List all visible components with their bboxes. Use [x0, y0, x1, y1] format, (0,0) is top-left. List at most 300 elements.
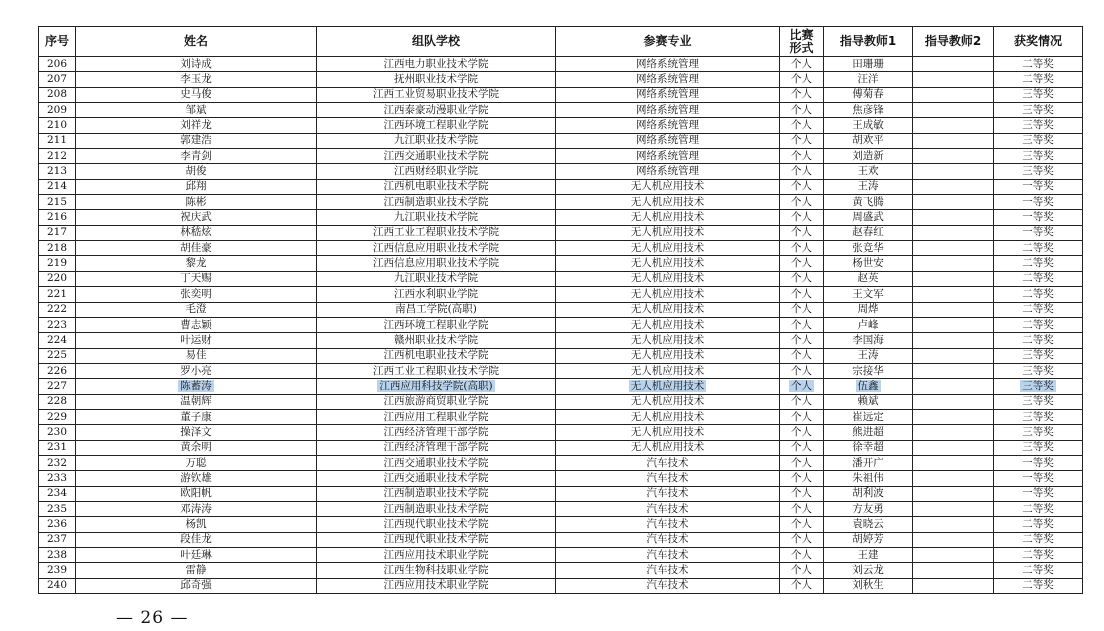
cell-major[interactable]: 无人机应用技术	[556, 425, 780, 440]
cell-form[interactable]: 个人	[780, 425, 824, 440]
cell-major[interactable]: 无人机应用技术	[556, 302, 780, 317]
cell-award[interactable]: 一等奖	[994, 471, 1083, 486]
cell-teacher-2[interactable]	[913, 118, 994, 133]
cell-index[interactable]: 215	[39, 195, 76, 210]
cell-teacher-1[interactable]: 王涛	[824, 179, 913, 194]
cell-name[interactable]: 杨凯	[76, 517, 317, 532]
cell-index[interactable]: 229	[39, 409, 76, 424]
cell-form[interactable]: 个人	[780, 179, 824, 194]
cell-teacher-1[interactable]: 朱祖伟	[824, 471, 913, 486]
cell-name[interactable]: 欧阳帆	[76, 486, 317, 501]
cell-school[interactable]: 南昌工学院(高职)	[317, 302, 556, 317]
cell-teacher-2[interactable]	[913, 241, 994, 256]
cell-teacher-2[interactable]	[913, 87, 994, 102]
cell-form[interactable]: 个人	[780, 486, 824, 501]
cell-index[interactable]: 218	[39, 241, 76, 256]
cell-teacher-1[interactable]: 杨世安	[824, 256, 913, 271]
table-row[interactable]	[39, 72, 1083, 87]
cell-major[interactable]: 网络系统管理	[556, 118, 780, 133]
cell-name[interactable]: 祝庆武	[76, 210, 317, 225]
cell-award[interactable]: 一等奖	[994, 455, 1083, 470]
cell-index[interactable]: 227	[39, 379, 76, 394]
cell-form[interactable]: 个人	[780, 241, 824, 256]
cell-teacher-1[interactable]: 赵春红	[824, 225, 913, 240]
cell-teacher-2[interactable]	[913, 578, 994, 593]
cell-school[interactable]: 江西交通职业技术学院	[317, 471, 556, 486]
cell-teacher-2[interactable]	[913, 501, 994, 516]
cell-major[interactable]: 无人机应用技术	[556, 287, 780, 302]
cell-form[interactable]: 个人	[780, 455, 824, 470]
cell-award[interactable]: 三等奖	[994, 363, 1083, 378]
cell-name[interactable]: 胡佳豪	[76, 241, 317, 256]
cell-teacher-2[interactable]	[913, 548, 994, 563]
cell-form[interactable]: 个人	[780, 333, 824, 348]
cell-name[interactable]: 温朝辉	[76, 394, 317, 409]
table-row[interactable]	[39, 164, 1083, 179]
cell-teacher-2[interactable]	[913, 517, 994, 532]
cell-school[interactable]: 江西应用技术职业学院	[317, 578, 556, 593]
cell-form[interactable]: 个人	[780, 548, 824, 563]
cell-school[interactable]: 江西生物科技职业学院	[317, 563, 556, 578]
cell-index[interactable]: 232	[39, 455, 76, 470]
cell-school[interactable]: 江西制造职业技术学院	[317, 486, 556, 501]
table-row[interactable]	[39, 210, 1083, 225]
cell-name[interactable]: 罗小亮	[76, 363, 317, 378]
cell-major[interactable]: 汽车技术	[556, 455, 780, 470]
cell-name[interactable]: 叶廷琳	[76, 548, 317, 563]
cell-major[interactable]: 汽车技术	[556, 563, 780, 578]
cell-name[interactable]	[76, 379, 317, 394]
cell-major[interactable]: 网络系统管理	[556, 164, 780, 179]
cell-major[interactable]: 无人机应用技术	[556, 256, 780, 271]
cell-teacher-1[interactable]: 刘秋生	[824, 578, 913, 593]
cell-teacher-1[interactable]: 黄飞腾	[824, 195, 913, 210]
cell-teacher-2[interactable]	[913, 179, 994, 194]
table-row[interactable]	[39, 440, 1083, 455]
cell-award[interactable]: 三等奖	[994, 164, 1083, 179]
table-row[interactable]	[39, 394, 1083, 409]
table-row[interactable]	[39, 409, 1083, 424]
table-row[interactable]	[39, 225, 1083, 240]
cell-name[interactable]: 黎龙	[76, 256, 317, 271]
cell-teacher-2[interactable]	[913, 149, 994, 164]
cell-form[interactable]: 个人	[780, 133, 824, 148]
cell-form[interactable]: 个人	[780, 149, 824, 164]
cell-school[interactable]: 江西旅游商贸职业学院	[317, 394, 556, 409]
cell-form[interactable]: 个人	[780, 271, 824, 286]
cell-form[interactable]: 个人	[780, 532, 824, 547]
cell-teacher-2[interactable]	[913, 133, 994, 148]
cell-award[interactable]: 二等奖	[994, 72, 1083, 87]
cell-teacher-2[interactable]	[913, 379, 994, 394]
cell-index[interactable]: 240	[39, 578, 76, 593]
cell-name[interactable]: 叶运财	[76, 333, 317, 348]
cell-name[interactable]: 黄余明	[76, 440, 317, 455]
cell-school[interactable]: 江西环境工程职业学院	[317, 118, 556, 133]
cell-teacher-1[interactable]: 赵英	[824, 271, 913, 286]
cell-award[interactable]: 三等奖	[994, 87, 1083, 102]
cell-major[interactable]	[556, 379, 780, 394]
cell-school[interactable]: 九江职业技术学院	[317, 210, 556, 225]
cell-major[interactable]: 无人机应用技术	[556, 179, 780, 194]
cell-award[interactable]: 三等奖	[994, 118, 1083, 133]
cell-teacher-2[interactable]	[913, 394, 994, 409]
cell-name[interactable]: 邓涛涛	[76, 501, 317, 516]
cell-major[interactable]: 汽车技术	[556, 578, 780, 593]
cell-form[interactable]: 个人	[780, 87, 824, 102]
cell-name[interactable]: 万聪	[76, 455, 317, 470]
cell-teacher-2[interactable]	[913, 363, 994, 378]
cell-school[interactable]: 九江职业技术学院	[317, 271, 556, 286]
cell-form[interactable]	[780, 379, 824, 394]
cell-index[interactable]: 223	[39, 317, 76, 332]
table-row[interactable]	[39, 241, 1083, 256]
cell-teacher-1[interactable]: 王文军	[824, 287, 913, 302]
cell-major[interactable]: 无人机应用技术	[556, 210, 780, 225]
cell-form[interactable]: 个人	[780, 302, 824, 317]
cell-school[interactable]	[317, 379, 556, 394]
cell-teacher-1[interactable]: 王建	[824, 548, 913, 563]
table-row[interactable]	[39, 149, 1083, 164]
cell-teacher-1[interactable]: 田珊珊	[824, 57, 913, 72]
cell-teacher-2[interactable]	[913, 333, 994, 348]
cell-teacher-1[interactable]: 傅菊春	[824, 87, 913, 102]
cell-school[interactable]: 江西水利职业学院	[317, 287, 556, 302]
cell-award[interactable]: 一等奖	[994, 225, 1083, 240]
cell-index[interactable]: 238	[39, 548, 76, 563]
cell-index[interactable]: 224	[39, 333, 76, 348]
cell-teacher-1[interactable]: 刘造新	[824, 149, 913, 164]
cell-school[interactable]: 赣州职业技术学院	[317, 333, 556, 348]
cell-form[interactable]: 个人	[780, 501, 824, 516]
cell-teacher-1[interactable]: 胡利波	[824, 486, 913, 501]
cell-school[interactable]: 江西电力职业技术学院	[317, 57, 556, 72]
cell-award[interactable]: 一等奖	[994, 179, 1083, 194]
cell-form[interactable]: 个人	[780, 287, 824, 302]
cell-teacher-2[interactable]	[913, 409, 994, 424]
table-row[interactable]	[39, 103, 1083, 118]
cell-award[interactable]: 三等奖	[994, 425, 1083, 440]
cell-index[interactable]: 216	[39, 210, 76, 225]
cell-school[interactable]: 江西工业工程职业技术学院	[317, 363, 556, 378]
cell-index[interactable]: 219	[39, 256, 76, 271]
table-row[interactable]	[39, 532, 1083, 547]
cell-name[interactable]: 张奕明	[76, 287, 317, 302]
cell-school[interactable]: 江西制造职业技术学院	[317, 501, 556, 516]
cell-school[interactable]: 江西现代职业技术学院	[317, 517, 556, 532]
cell-teacher-2[interactable]	[913, 348, 994, 363]
cell-name[interactable]: 易佳	[76, 348, 317, 363]
cell-index[interactable]: 228	[39, 394, 76, 409]
cell-school[interactable]: 江西经济管理干部学院	[317, 440, 556, 455]
cell-index[interactable]: 213	[39, 164, 76, 179]
cell-form[interactable]: 个人	[780, 563, 824, 578]
table-row[interactable]	[39, 563, 1083, 578]
cell-name[interactable]: 李玉龙	[76, 72, 317, 87]
cell-teacher-2[interactable]	[913, 317, 994, 332]
cell-major[interactable]: 网络系统管理	[556, 133, 780, 148]
cell-index[interactable]: 222	[39, 302, 76, 317]
cell-award[interactable]: 三等奖	[994, 149, 1083, 164]
cell-award[interactable]: 二等奖	[994, 563, 1083, 578]
cell-award[interactable]: 二等奖	[994, 271, 1083, 286]
cell-teacher-1[interactable]: 王欢	[824, 164, 913, 179]
cell-teacher-2[interactable]	[913, 57, 994, 72]
cell-teacher-1[interactable]: 崔远定	[824, 409, 913, 424]
cell-school[interactable]: 江西制造职业技术学院	[317, 195, 556, 210]
table-row[interactable]	[39, 486, 1083, 501]
cell-name[interactable]: 邱奇强	[76, 578, 317, 593]
cell-index[interactable]: 210	[39, 118, 76, 133]
cell-index[interactable]: 239	[39, 563, 76, 578]
cell-school[interactable]: 九江职业技术学院	[317, 133, 556, 148]
cell-school[interactable]: 江西机电职业技术学院	[317, 179, 556, 194]
cell-school[interactable]: 江西机电职业技术学院	[317, 348, 556, 363]
table-row[interactable]	[39, 57, 1083, 72]
cell-name[interactable]: 郭建浩	[76, 133, 317, 148]
cell-major[interactable]: 无人机应用技术	[556, 394, 780, 409]
cell-index[interactable]: 217	[39, 225, 76, 240]
cell-index[interactable]: 220	[39, 271, 76, 286]
cell-teacher-1[interactable]: 焦彦锋	[824, 103, 913, 118]
cell-index[interactable]: 230	[39, 425, 76, 440]
cell-index[interactable]: 209	[39, 103, 76, 118]
cell-award[interactable]: 二等奖	[994, 532, 1083, 547]
cell-major[interactable]: 无人机应用技术	[556, 317, 780, 332]
cell-teacher-2[interactable]	[913, 225, 994, 240]
cell-form[interactable]: 个人	[780, 394, 824, 409]
cell-form[interactable]: 个人	[780, 348, 824, 363]
cell-name[interactable]: 胡俊	[76, 164, 317, 179]
cell-teacher-2[interactable]	[913, 210, 994, 225]
cell-major[interactable]: 汽车技术	[556, 471, 780, 486]
cell-teacher-1[interactable]: 张竞华	[824, 241, 913, 256]
cell-school[interactable]: 江西应用技术职业学院	[317, 548, 556, 563]
cell-teacher-2[interactable]	[913, 72, 994, 87]
cell-award[interactable]: 三等奖	[994, 394, 1083, 409]
cell-teacher-1[interactable]: 徐幸超	[824, 440, 913, 455]
table-row[interactable]	[39, 179, 1083, 194]
cell-index[interactable]: 206	[39, 57, 76, 72]
cell-major[interactable]: 汽车技术	[556, 548, 780, 563]
table-row[interactable]	[39, 87, 1083, 102]
cell-name[interactable]: 丁天赐	[76, 271, 317, 286]
cell-teacher-1[interactable]: 方友勇	[824, 501, 913, 516]
cell-award[interactable]: 二等奖	[994, 302, 1083, 317]
cell-name[interactable]: 陈彬	[76, 195, 317, 210]
cell-teacher-1[interactable]: 胡婷芳	[824, 532, 913, 547]
cell-award[interactable]: 三等奖	[994, 133, 1083, 148]
cell-award[interactable]: 二等奖	[994, 578, 1083, 593]
cell-form[interactable]: 个人	[780, 164, 824, 179]
cell-major[interactable]: 无人机应用技术	[556, 333, 780, 348]
table-row[interactable]	[39, 195, 1083, 210]
cell-index[interactable]: 237	[39, 532, 76, 547]
cell-form[interactable]: 个人	[780, 256, 824, 271]
cell-school[interactable]: 江西泰豪动漫职业学院	[317, 103, 556, 118]
cell-name[interactable]: 曹志颖	[76, 317, 317, 332]
cell-teacher-1[interactable]: 胡欢平	[824, 133, 913, 148]
table-row[interactable]	[39, 471, 1083, 486]
cell-teacher-2[interactable]	[913, 302, 994, 317]
table-row[interactable]	[39, 517, 1083, 532]
cell-name[interactable]: 邹斌	[76, 103, 317, 118]
cell-teacher-2[interactable]	[913, 563, 994, 578]
cell-teacher-1[interactable]: 赖斌	[824, 394, 913, 409]
cell-teacher-1[interactable]: 周盛武	[824, 210, 913, 225]
cell-index[interactable]: 236	[39, 517, 76, 532]
cell-name[interactable]: 毛澄	[76, 302, 317, 317]
cell-school[interactable]: 江西工业贸易职业技术学院	[317, 87, 556, 102]
cell-teacher-2[interactable]	[913, 425, 994, 440]
table-row[interactable]	[39, 425, 1083, 440]
cell-award[interactable]: 一等奖	[994, 210, 1083, 225]
cell-major[interactable]: 无人机应用技术	[556, 225, 780, 240]
cell-teacher-1[interactable]: 刘云龙	[824, 563, 913, 578]
cell-name[interactable]: 段佳龙	[76, 532, 317, 547]
cell-teacher-1[interactable]: 袁晓云	[824, 517, 913, 532]
cell-major[interactable]: 无人机应用技术	[556, 271, 780, 286]
cell-index[interactable]: 211	[39, 133, 76, 148]
table-row[interactable]	[39, 363, 1083, 378]
cell-teacher-1[interactable]: 汪洋	[824, 72, 913, 87]
cell-major[interactable]: 网络系统管理	[556, 57, 780, 72]
cell-teacher-1[interactable]: 李国海	[824, 333, 913, 348]
table-row[interactable]	[39, 348, 1083, 363]
cell-teacher-2[interactable]	[913, 455, 994, 470]
table-row[interactable]	[39, 271, 1083, 286]
cell-teacher-2[interactable]	[913, 164, 994, 179]
cell-teacher-2[interactable]	[913, 256, 994, 271]
cell-index[interactable]: 214	[39, 179, 76, 194]
table-row[interactable]	[39, 333, 1083, 348]
cell-award[interactable]: 三等奖	[994, 103, 1083, 118]
cell-major[interactable]: 无人机应用技术	[556, 363, 780, 378]
table-row[interactable]	[39, 118, 1083, 133]
cell-award[interactable]: 二等奖	[994, 333, 1083, 348]
cell-form[interactable]: 个人	[780, 471, 824, 486]
cell-award[interactable]: 二等奖	[994, 517, 1083, 532]
cell-name[interactable]: 董子康	[76, 409, 317, 424]
cell-index[interactable]: 212	[39, 149, 76, 164]
cell-award[interactable]: 二等奖	[994, 287, 1083, 302]
cell-teacher-1[interactable]: 卢峰	[824, 317, 913, 332]
cell-name[interactable]: 刘诗成	[76, 57, 317, 72]
cell-award[interactable]: 三等奖	[994, 348, 1083, 363]
cell-form[interactable]: 个人	[780, 210, 824, 225]
cell-index[interactable]: 231	[39, 440, 76, 455]
cell-index[interactable]: 225	[39, 348, 76, 363]
cell-major[interactable]: 汽车技术	[556, 486, 780, 501]
cell-form[interactable]: 个人	[780, 195, 824, 210]
cell-teacher-1[interactable]: 潘开广	[824, 455, 913, 470]
cell-form[interactable]: 个人	[780, 72, 824, 87]
cell-major[interactable]: 网络系统管理	[556, 72, 780, 87]
cell-school[interactable]: 抚州职业技术学院	[317, 72, 556, 87]
cell-name[interactable]: 李青剑	[76, 149, 317, 164]
cell-teacher-2[interactable]	[913, 195, 994, 210]
cell-major[interactable]: 无人机应用技术	[556, 348, 780, 363]
cell-award[interactable]	[994, 379, 1083, 394]
cell-teacher-1[interactable]	[824, 379, 913, 394]
cell-teacher-2[interactable]	[913, 471, 994, 486]
cell-major[interactable]: 无人机应用技术	[556, 409, 780, 424]
cell-school[interactable]: 江西信息应用职业技术学院	[317, 241, 556, 256]
cell-school[interactable]: 江西交通职业技术学院	[317, 455, 556, 470]
table-row[interactable]	[39, 256, 1083, 271]
cell-award[interactable]: 三等奖	[994, 409, 1083, 424]
table-row[interactable]	[39, 578, 1083, 593]
cell-award[interactable]: 一等奖	[994, 486, 1083, 501]
cell-award[interactable]: 二等奖	[994, 241, 1083, 256]
cell-name[interactable]: 雷静	[76, 563, 317, 578]
cell-form[interactable]: 个人	[780, 57, 824, 72]
cell-major[interactable]: 网络系统管理	[556, 149, 780, 164]
cell-form[interactable]: 个人	[780, 103, 824, 118]
cell-award[interactable]: 一等奖	[994, 195, 1083, 210]
table-row[interactable]	[39, 287, 1083, 302]
cell-teacher-1[interactable]: 王成敏	[824, 118, 913, 133]
cell-teacher-2[interactable]	[913, 103, 994, 118]
cell-form[interactable]: 个人	[780, 517, 824, 532]
cell-name[interactable]: 林嵇炫	[76, 225, 317, 240]
cell-name[interactable]: 操泽文	[76, 425, 317, 440]
cell-major[interactable]: 汽车技术	[556, 501, 780, 516]
cell-major[interactable]: 汽车技术	[556, 517, 780, 532]
table-row[interactable]	[39, 379, 1083, 394]
cell-major[interactable]: 无人机应用技术	[556, 241, 780, 256]
cell-index[interactable]: 226	[39, 363, 76, 378]
table-row[interactable]	[39, 548, 1083, 563]
cell-major[interactable]: 网络系统管理	[556, 103, 780, 118]
cell-index[interactable]: 221	[39, 287, 76, 302]
table-row[interactable]	[39, 302, 1083, 317]
cell-teacher-2[interactable]	[913, 486, 994, 501]
cell-index[interactable]: 208	[39, 87, 76, 102]
cell-index[interactable]: 207	[39, 72, 76, 87]
cell-school[interactable]: 江西现代职业技术学院	[317, 532, 556, 547]
cell-teacher-1[interactable]: 周烨	[824, 302, 913, 317]
cell-school[interactable]: 江西工业工程职业技术学院	[317, 225, 556, 240]
cell-form[interactable]: 个人	[780, 409, 824, 424]
cell-major[interactable]: 网络系统管理	[556, 87, 780, 102]
cell-form[interactable]: 个人	[780, 363, 824, 378]
cell-major[interactable]: 无人机应用技术	[556, 195, 780, 210]
cell-teacher-1[interactable]: 宗接华	[824, 363, 913, 378]
cell-form[interactable]: 个人	[780, 317, 824, 332]
cell-award[interactable]: 二等奖	[994, 57, 1083, 72]
table-row[interactable]	[39, 455, 1083, 470]
cell-award[interactable]: 二等奖	[994, 548, 1083, 563]
cell-award[interactable]: 二等奖	[994, 317, 1083, 332]
cell-major[interactable]: 汽车技术	[556, 532, 780, 547]
cell-award[interactable]: 二等奖	[994, 501, 1083, 516]
cell-school[interactable]: 江西信息应用职业技术学院	[317, 256, 556, 271]
cell-index[interactable]: 233	[39, 471, 76, 486]
cell-teacher-2[interactable]	[913, 440, 994, 455]
table-row[interactable]	[39, 133, 1083, 148]
cell-teacher-2[interactable]	[913, 271, 994, 286]
cell-index[interactable]: 234	[39, 486, 76, 501]
cell-form[interactable]: 个人	[780, 578, 824, 593]
cell-teacher-2[interactable]	[913, 532, 994, 547]
cell-teacher-1[interactable]: 熊进超	[824, 425, 913, 440]
cell-school[interactable]: 江西应用工程职业学院	[317, 409, 556, 424]
cell-award[interactable]: 三等奖	[994, 440, 1083, 455]
cell-name[interactable]: 史马俊	[76, 87, 317, 102]
cell-school[interactable]: 江西交通职业技术学院	[317, 149, 556, 164]
cell-name[interactable]: 刘祥龙	[76, 118, 317, 133]
